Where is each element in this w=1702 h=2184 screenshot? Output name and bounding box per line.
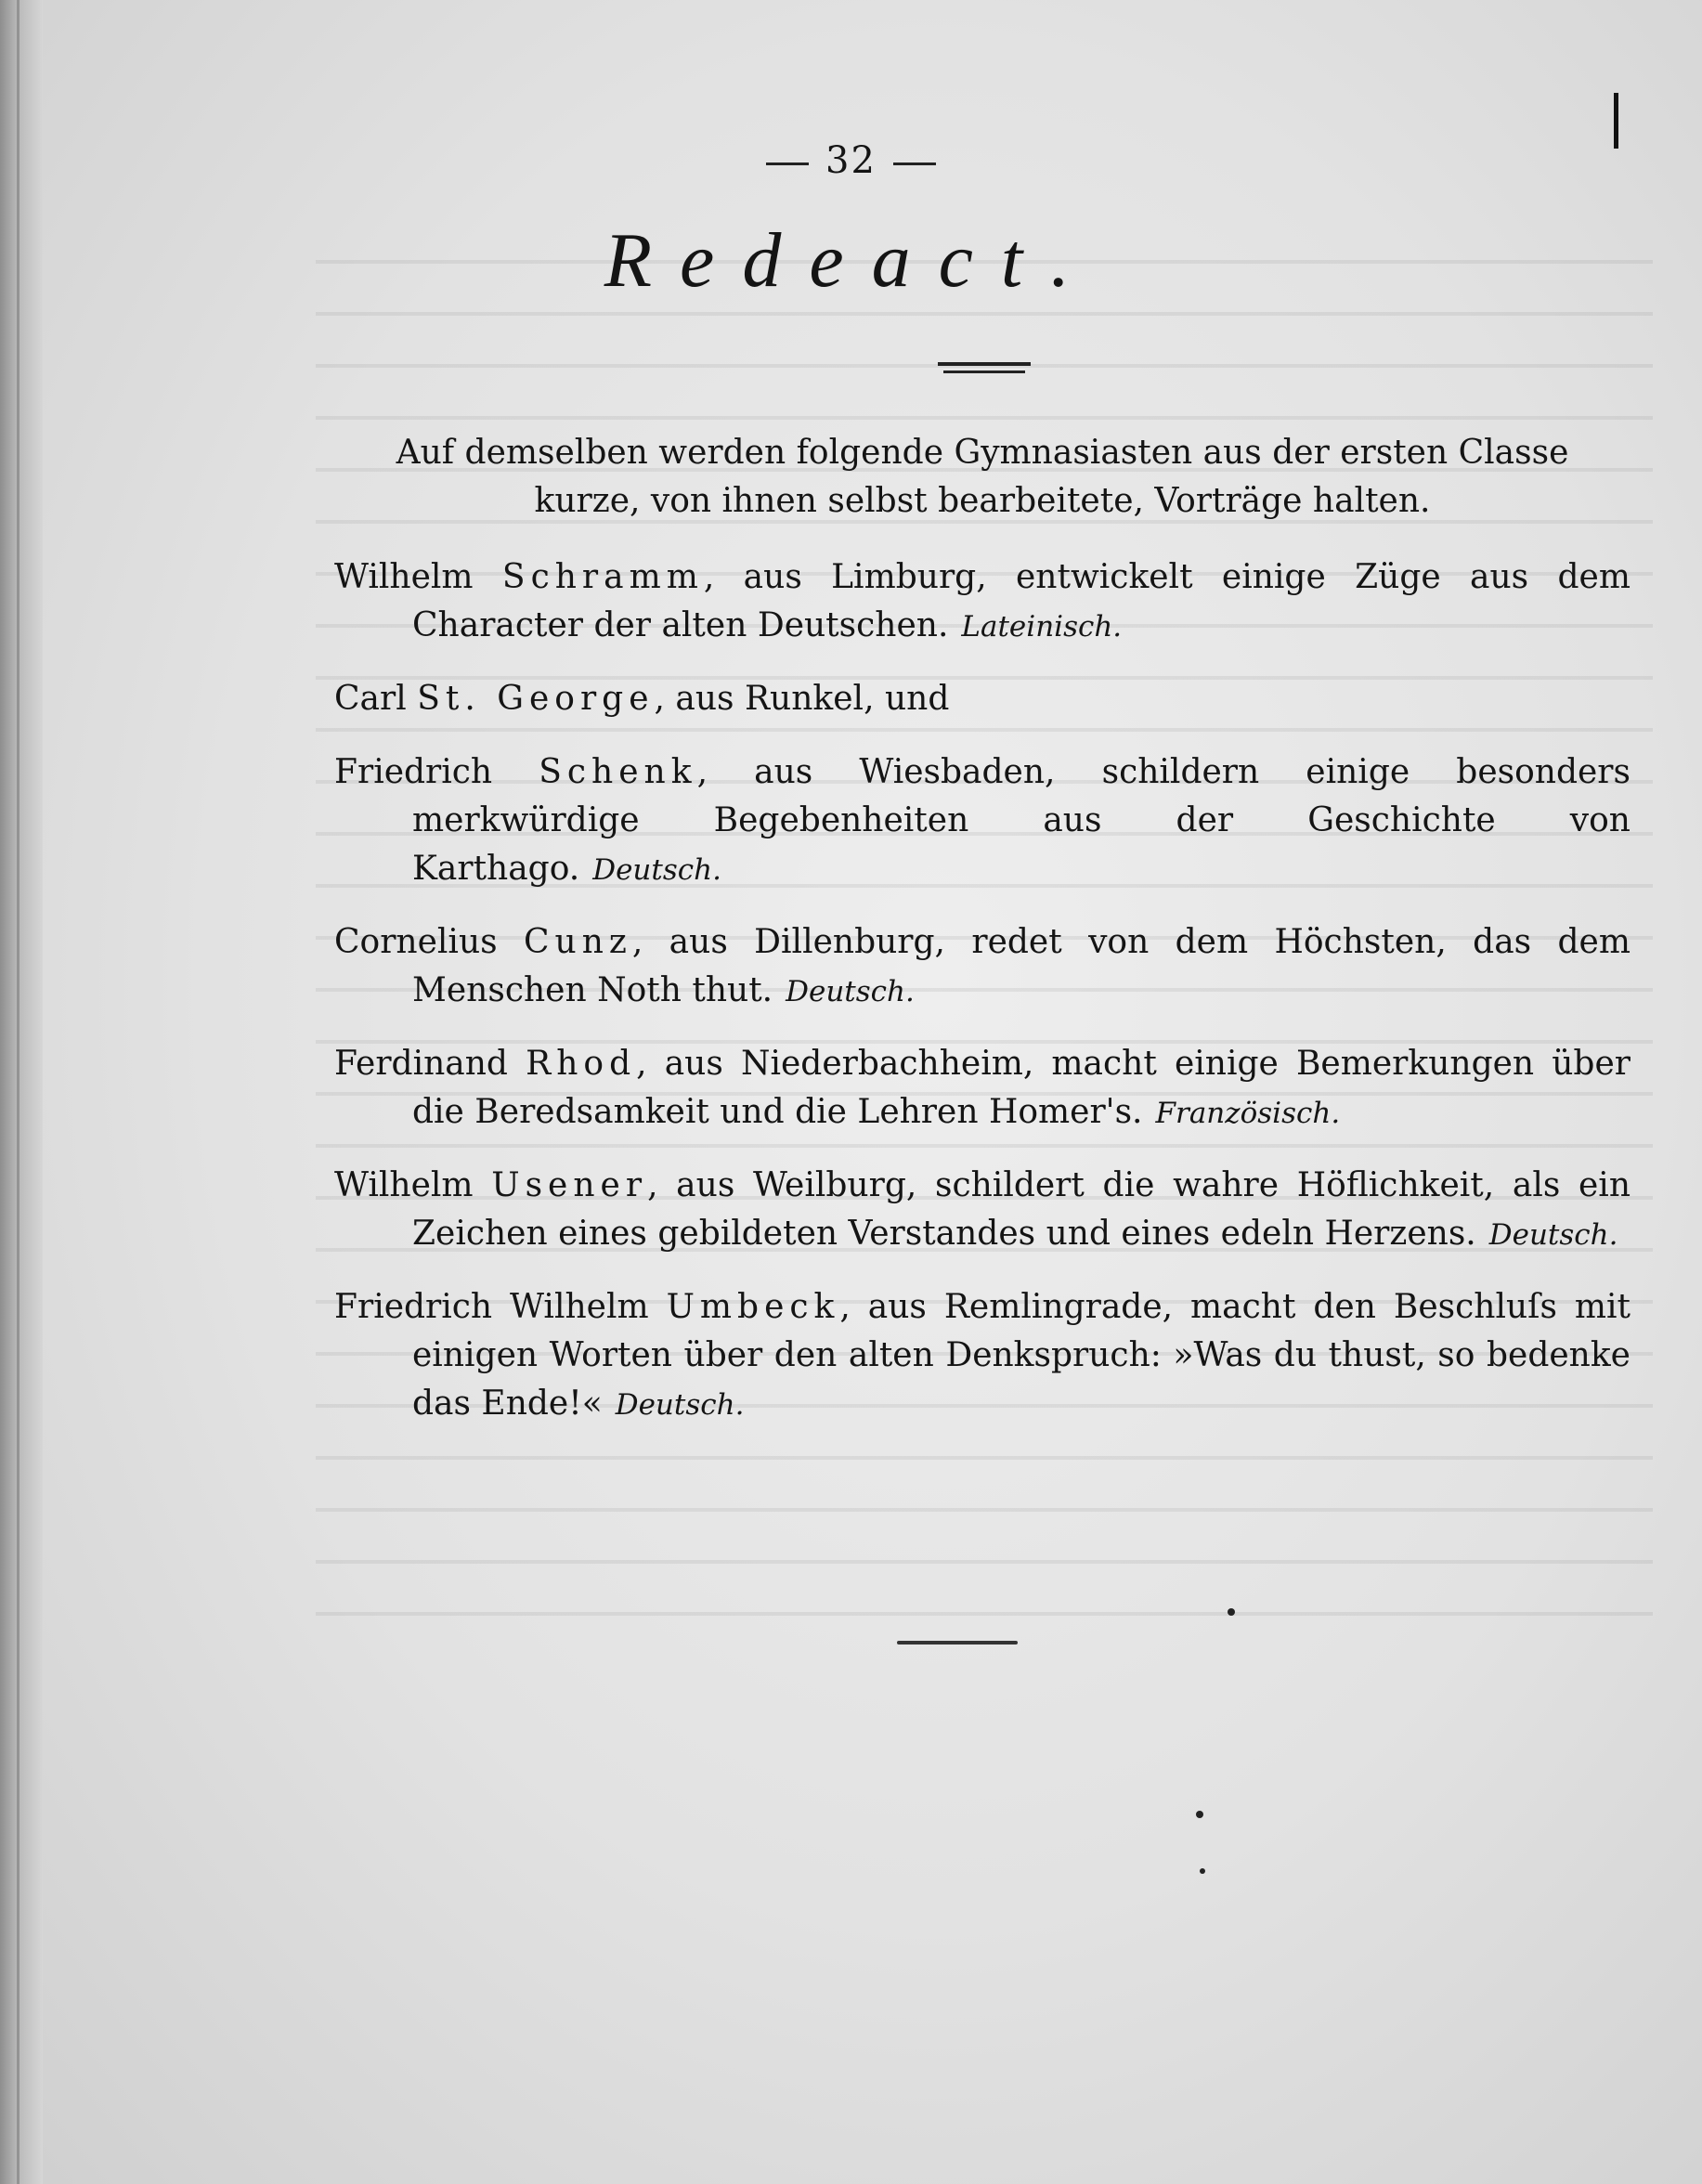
speech-description: , aus Runkel, und — [654, 680, 950, 718]
speech-entry — [334, 918, 1631, 1016]
speaker-surname: Schramm — [501, 558, 704, 596]
intro-paragraph — [334, 429, 1631, 526]
speech-entry — [334, 1283, 1631, 1429]
speaker-surname: Rhod — [526, 1045, 637, 1083]
speech-description: , aus Dillenburg, redet von dem Höchsten, das dem Menschen Noth thut. — [412, 923, 1631, 1009]
intro-line-1: Auf demselben werden folgende Gymnasiasten aus der ersten Classe — [396, 434, 1569, 472]
page-title: Redeact. — [604, 217, 1098, 304]
speech-entry — [334, 748, 1631, 894]
closing-rule — [897, 1641, 1018, 1644]
speech-language: Deutsch. — [592, 853, 721, 887]
ink-speck — [1228, 1608, 1235, 1616]
speaker-given-name: Carl — [334, 680, 407, 718]
speaker-given-name: Cornelius — [334, 923, 498, 961]
speech-description: , aus Niederbachheim, macht einige Bemerkungen über die Beredsamkeit und die Lehren Homer's. — [412, 1045, 1631, 1131]
ink-speck — [1196, 1811, 1203, 1818]
speaker-given-name: Friedrich Wilhelm — [334, 1288, 649, 1326]
speaker-surname: Schenk — [539, 753, 697, 791]
speech-language: Deutsch. — [786, 975, 915, 1008]
speaker-surname: St. George — [417, 680, 655, 718]
speech-entry — [334, 675, 1631, 724]
intro-line-2: kurze, von ihnen selbst bearbeitete, Vorträge halten. — [534, 482, 1431, 520]
speaker-given-name: Wilhelm — [334, 1166, 474, 1204]
folio-dash-right — [893, 162, 936, 165]
speech-language: Deutsch. — [1488, 1218, 1618, 1252]
speech-entry — [334, 1162, 1631, 1259]
body-text — [334, 418, 1631, 1453]
ink-speck — [1200, 1868, 1205, 1874]
speech-description: , aus Weilburg, schildert die wahre Höflichkeit, als ein Zeichen eines gebildeten Verstandes und eines edeln Herzens. — [412, 1166, 1631, 1253]
speech-language: Deutsch. — [615, 1388, 745, 1422]
title-rule — [938, 362, 1031, 366]
speaker-given-name: Ferdinand — [334, 1045, 508, 1083]
speech-language: Lateinisch. — [961, 610, 1123, 644]
speech-entry — [334, 553, 1631, 651]
speaker-surname: Usener — [491, 1166, 648, 1204]
speaker-given-name: Wilhelm — [334, 558, 474, 596]
speech-description: , aus Wiesbaden, schildern einige besonders merkwürdige Begebenheiten aus der Geschichte von Karthago. — [412, 753, 1631, 888]
page-number — [0, 139, 1702, 182]
page-number-value: 32 — [825, 139, 877, 182]
folio-dash-left — [766, 162, 809, 165]
speech-description: , aus Remlingrade, macht den Beschluſs mit einigen Worten über den alten Denkspruch: »Was du thust, so bedenke das Ende!« — [412, 1288, 1631, 1423]
speech-entry — [334, 1040, 1631, 1138]
speaker-given-name: Friedrich — [334, 753, 493, 791]
speech-description: , aus Limburg, entwickelt einige Züge aus dem Character der alten Deutschen. — [412, 558, 1631, 644]
speaker-surname: Umbeck — [666, 1288, 840, 1326]
page-gutter — [0, 0, 43, 2184]
speech-language: Französisch. — [1155, 1097, 1341, 1130]
speaker-surname: Cunz — [523, 923, 632, 961]
